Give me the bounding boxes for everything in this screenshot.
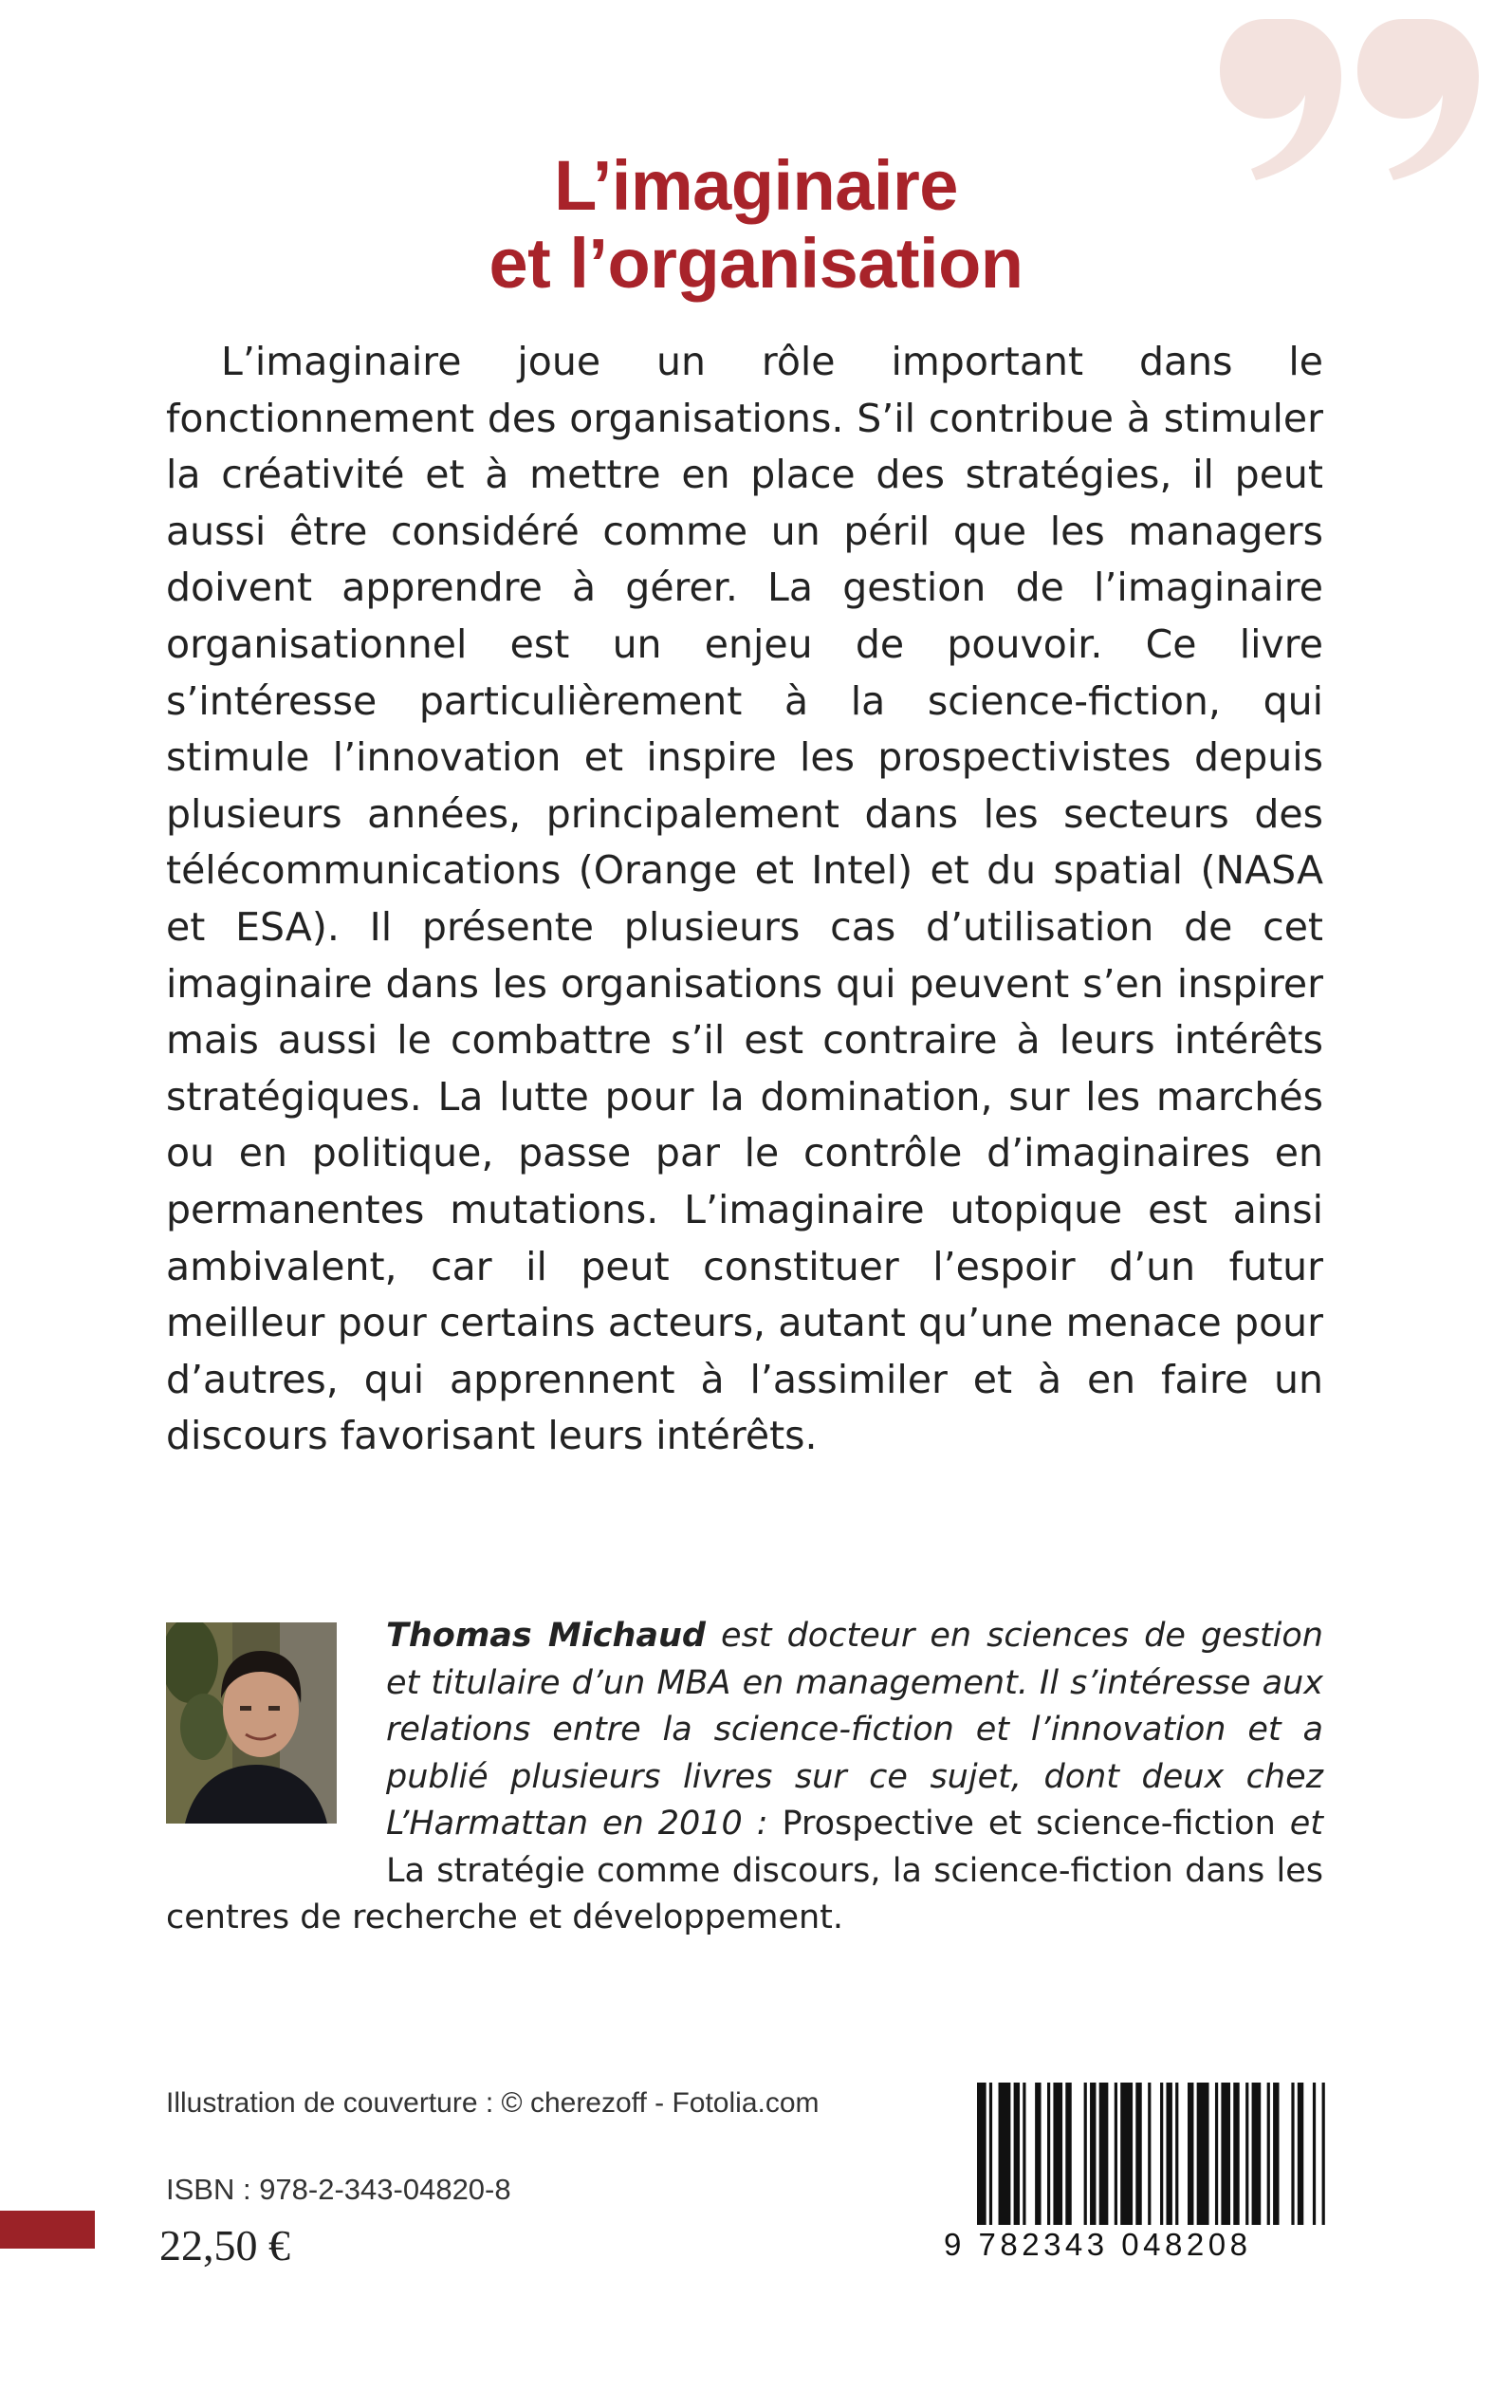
barcode-digits: 9 782343 048208 <box>944 2227 1252 2262</box>
barcode-bar <box>1099 2083 1109 2225</box>
price: 22,50 € <box>159 2221 290 2269</box>
barcode-bar <box>1120 2083 1133 2225</box>
barcode-bar <box>1047 2083 1050 2225</box>
barcode-bar <box>989 2083 992 2225</box>
barcode-bar <box>1298 2083 1303 2225</box>
book-connector: et <box>1275 1805 1323 1843</box>
barcode-bar <box>1322 2083 1325 2225</box>
isbn: ISBN : 978-2-343-04820-8 <box>166 2173 511 2206</box>
book-title <box>0 147 1512 303</box>
title-line-1: L’imaginaire <box>554 145 958 225</box>
barcode-bar <box>1065 2083 1071 2225</box>
barcode-bar <box>1160 2083 1163 2225</box>
barcode-bar <box>1135 2083 1141 2225</box>
barcode-bar <box>1035 2083 1041 2225</box>
barcode-bar <box>977 2083 986 2225</box>
book-reference-1: Prospective et science-fiction <box>782 1805 1276 1843</box>
barcode-bar <box>1252 2083 1262 2225</box>
title-line-2: et l’organisation <box>489 223 1023 303</box>
barcode-bar <box>1313 2083 1316 2225</box>
barcode-bar <box>1197 2083 1209 2225</box>
barcode-bar <box>1175 2083 1178 2225</box>
red-accent-bar <box>0 2211 95 2249</box>
barcode-bar <box>1221 2083 1230 2225</box>
barcode-bar <box>1115 2083 1117 2225</box>
barcode-bar <box>1245 2083 1248 2225</box>
cover-illustration-credit: Illustration de couverture : © cherezoff - Fotolia.com <box>166 2087 820 2119</box>
barcode-bar <box>1023 2083 1025 2225</box>
barcode-bar <box>1215 2083 1218 2225</box>
barcode-bar <box>1188 2083 1193 2225</box>
author-name: Thomas Michaud <box>386 1617 706 1655</box>
book-summary: L’imaginaire joue un rôle important dans le fonctionnement des organisations. S’il contribue à stimuler la créativité et à mettre en place des stratégies, il peut aussi être considéré comme un péril que les managers doivent apprendre à gérer. La gestion de l’imaginaire organisationnel est un enjeu de pouvoir. Ce livre s’intéresse particulièrement à la science-fiction, qui stimule l’innovation et inspire les prospectivistes depuis plusieurs années, principalement dans les secteurs des télécommunications (Orange et Intel) et du spatial (NASA et ESA). Il présente plusieurs cas d’utilisation de cet imaginaire dans les organisations qui peuvent s’en inspirer mais aussi le combattre s’il est contraire à leurs intérêts stratégiques. La lutte pour la domination, sur les marchés ou en politique, passe par le contrôle d’imaginaires en permanentes mutations. L’imaginaire utopique est ainsi ambivalent, car il peut constituer l’espoir d’un futur meilleur pour certains acteurs, autant qu’une menace pour d’autres, qui apprennent à l’assimiler et à en faire un discours favorisant leurs intérêts. <box>166 339 1323 1459</box>
barcode-bar <box>1166 2083 1171 2225</box>
barcode-bar <box>1084 2083 1087 2225</box>
barcode-bar <box>1090 2083 1096 2225</box>
barcode-bar <box>1014 2083 1020 2225</box>
barcode-bar <box>1291 2083 1294 2225</box>
barcode-bar <box>1267 2083 1270 2225</box>
author-bio-text: est docteur en sciences de gestion et titulaire d’un MBA en management. Il s’intéresse aux relations entre la science-fiction et l’innovation et a publié plusieurs livres sur ce sujet, dont deux chez L’Harmattan en 2010 : <box>386 1617 1323 1843</box>
author-bio <box>166 1613 1323 1942</box>
barcode-bar <box>1233 2083 1239 2225</box>
barcode-bar <box>1148 2083 1151 2225</box>
barcode-bar <box>999 2083 1011 2225</box>
barcode-bar <box>1273 2083 1279 2225</box>
barcode-bar <box>1053 2083 1062 2225</box>
book-reference-2: La stratégie comme discours, la science-fiction dans les centres de recherche et développement. <box>166 1851 1323 1936</box>
